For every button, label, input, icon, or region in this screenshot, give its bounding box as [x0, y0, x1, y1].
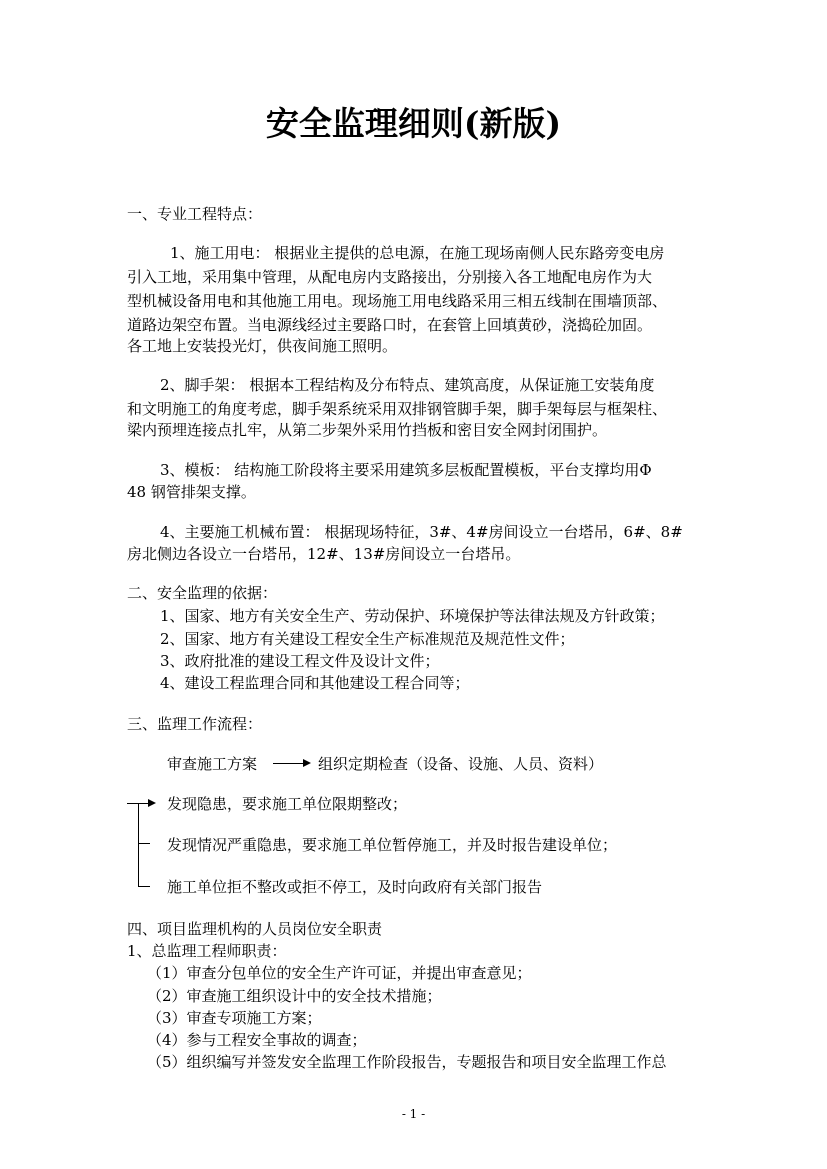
arrow-right-icon [303, 759, 311, 767]
list-item: 4、建设工程监理合同和其他建设工程合同等； [160, 674, 470, 692]
flow-arrow-line [273, 763, 305, 764]
flow-branch: 施工单位拒不整改或拒不停工，及时向政府有关部门报告 [167, 878, 543, 896]
document-title: 安全监理细则(新版) [265, 104, 562, 143]
paragraph-line: 型机械设备用电和其他施工用电。现场施工用电线路采用三相五线制在围墙顶部、 [127, 292, 668, 310]
paragraph-line: 梁内预埋连接点扎牢，从第二步架外采用竹挡板和密目安全网封闭围护。 [127, 421, 608, 439]
paragraph-line: 道路边架空布置。当电源线经过主要路口时，在套管上回填黄砂，浇捣砼加固。 [127, 316, 653, 334]
paragraph-line: 房北侧边各设立一台塔吊，12#、13#房间设立一台塔吊。 [127, 545, 521, 563]
list-item: （3）审查专项施工方案； [147, 1009, 322, 1027]
flow-branch: 发现隐患，要求施工单位限期整改； [167, 795, 408, 813]
page-number: - 1 - [401, 1107, 426, 1121]
list-item: 1、国家、地方有关安全生产、劳动保护、环境保护等法律法规及方针政策； [160, 607, 665, 625]
list-item: （5）组织编写并签发安全监理工作阶段报告，专题报告和项目安全监理工作总 [147, 1053, 667, 1071]
paragraph-line: 2、脚手架： 根据本工程结构及分布特点、建筑高度，从保证施工安装角度 [160, 376, 655, 394]
flow-branch-tick [138, 843, 150, 844]
section-heading: 三、监理工作流程： [127, 715, 263, 733]
list-item: 3、政府批准的建设工程文件及设计文件； [160, 652, 440, 670]
list-item: （2）审查施工组织设计中的安全技术措施； [147, 987, 442, 1005]
section-heading: 四、项目监理机构的人员岗位安全职责 [127, 920, 383, 938]
section-heading: 二、安全监理的依据： [127, 584, 278, 602]
flow-step-review-plan: 审查施工方案 [167, 755, 258, 773]
list-item: （1）审查分包单位的安全生产许可证，并提出审查意见； [147, 964, 532, 982]
arrow-right-icon [148, 799, 156, 807]
paragraph-line: 1、施工用电： 根据业主提供的总电源，在施工现场南侧人民东路旁变电房 [170, 244, 665, 262]
section-heading: 一、专业工程特点： [127, 205, 263, 223]
flow-bracket [138, 803, 139, 886]
flow-step-inspection: 组织定期检查（设备、设施、人员、资料） [318, 755, 604, 773]
flow-branch-tick [138, 886, 150, 887]
paragraph-line: 引入工地，采用集中管理，从配电房内支路接出，分别接入各工地配电房作为大 [127, 268, 653, 286]
subsection-heading: 1、总监理工程师职责： [127, 942, 287, 960]
list-item: （4）参与工程安全事故的调查； [147, 1031, 367, 1049]
paragraph-line: 48 钢管排架支撑。 [127, 483, 256, 501]
paragraph-line: 各工地上安装投光灯，供夜间施工照明。 [127, 337, 398, 355]
paragraph-line: 4、主要施工机械布置： 根据现场特征，3#、4#房间设立一台塔吊，6#、8# [160, 523, 683, 541]
paragraph-line: 3、模板： 结构施工阶段将主要采用建筑多层板配置模板，平台支撑均用Φ [160, 461, 652, 479]
flow-branch: 发现情况严重隐患，要求施工单位暂停施工，并及时报告建设单位； [167, 836, 618, 854]
paragraph-line: 和文明施工的角度考虑，脚手架系统采用双排钢管脚手架，脚手架每层与框架柱、 [127, 400, 668, 418]
list-item: 2、国家、地方有关建设工程安全生产标准规范及规范性文件； [160, 630, 575, 648]
